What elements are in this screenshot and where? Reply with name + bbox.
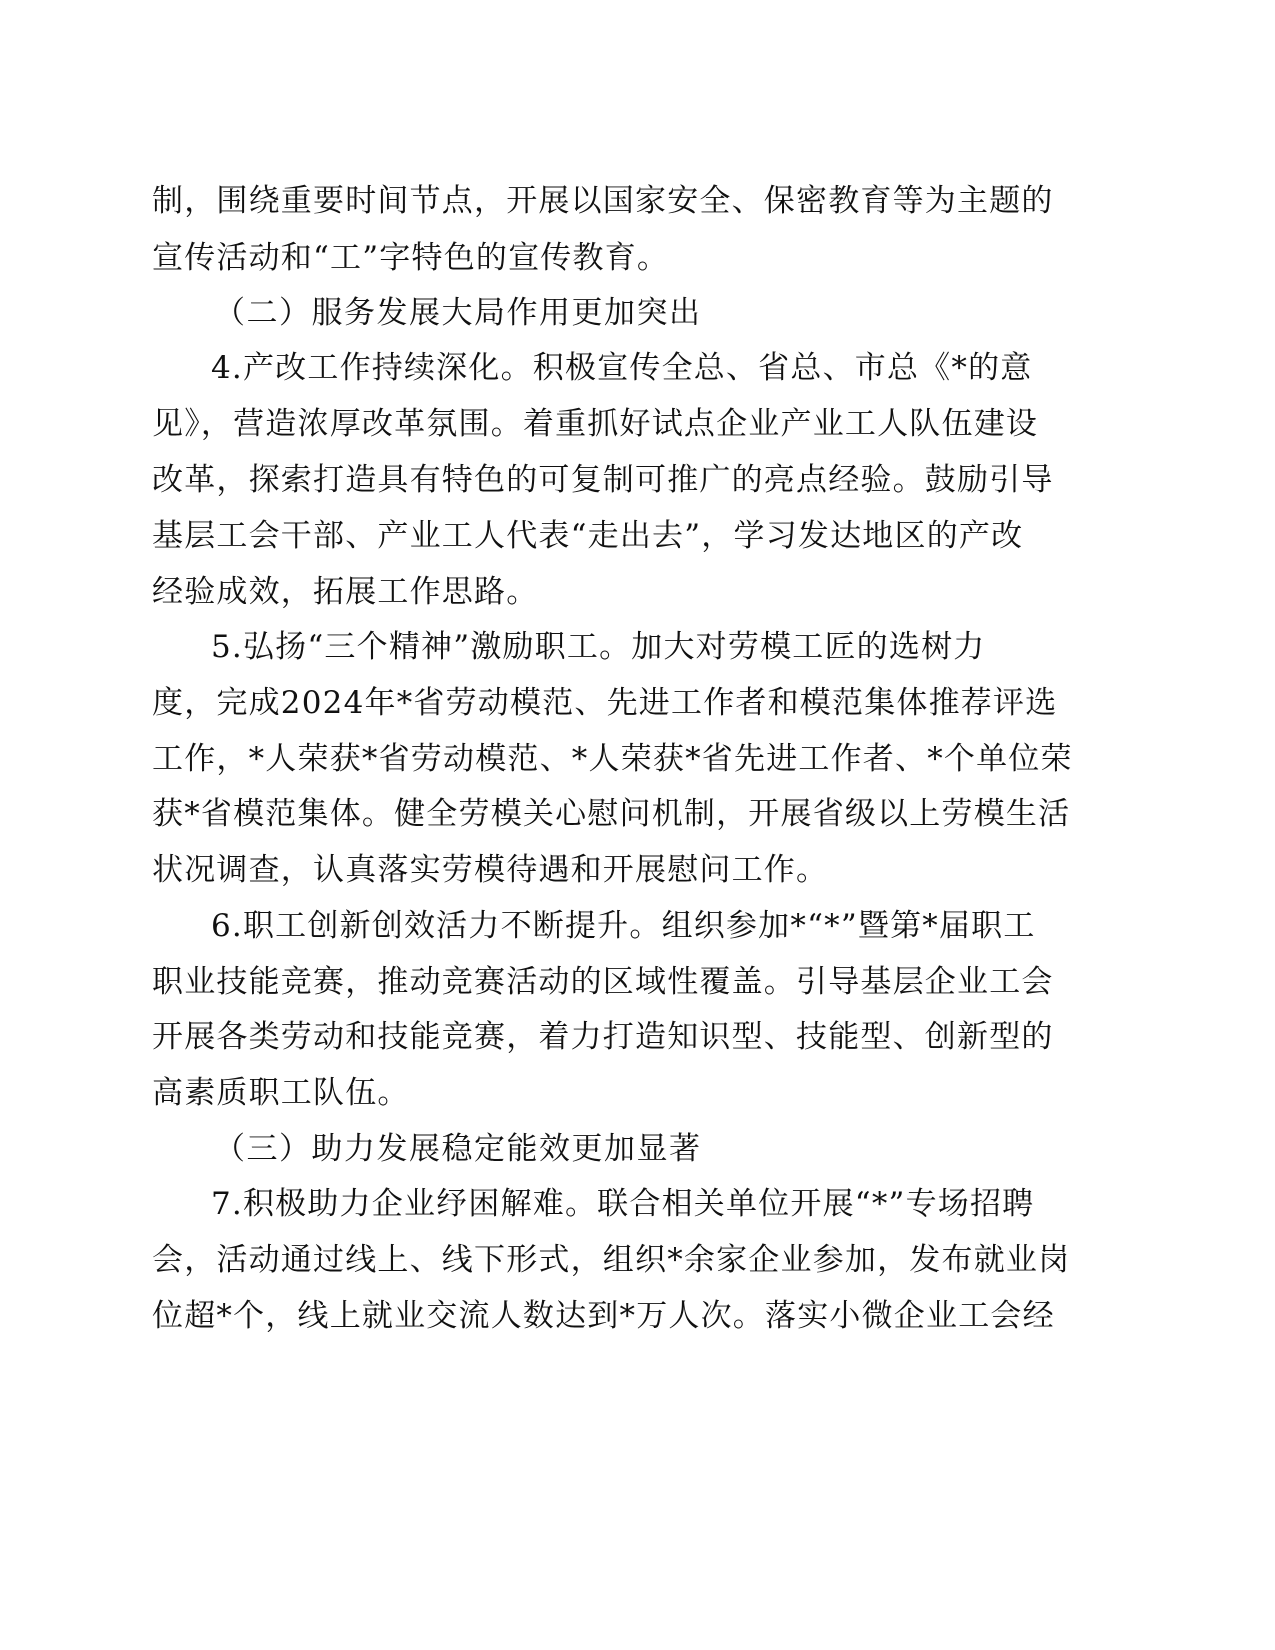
text-line: 位超*个，线上就业交流人数达到*万人次。落实小微企业工会经	[152, 1298, 1055, 1334]
text-line: 高素质职工队伍。	[152, 1075, 410, 1111]
text-line: 5.弘扬“三个精神”激励职工。加大对劳模工匠的选树力	[211, 629, 986, 665]
text-line: 宣传活动和“工”字特色的宣传教育。	[152, 240, 670, 276]
text-line: 工作，*人荣获*省劳动模范、*人荣获*省先进工作者、*个单位荣	[152, 741, 1073, 777]
text-line: 开展各类劳动和技能竞赛，着力打造知识型、技能型、创新型的	[152, 1019, 1054, 1055]
text-line: 经验成效，拓展工作思路。	[152, 574, 539, 610]
text-line: 职业技能竞赛，推动竞赛活动的区域性覆盖。引导基层企业工会	[152, 964, 1054, 1000]
text-line: 改革，探索打造具有特色的可复制可推广的亮点经验。鼓励引导	[152, 462, 1054, 498]
text-line: 基层工会干部、产业工人代表“走出去”，学习发达地区的产改	[152, 518, 1024, 554]
text-line: 状况调查，认真落实劳模待遇和开展慰问工作。	[152, 852, 829, 888]
section-heading: （三）助力发展稳定能效更加显著	[214, 1131, 702, 1167]
text-line: 获*省模范集体。健全劳模关心慰问机制，开展省级以上劳模生活	[152, 796, 1071, 832]
text-line: 6.职工创新创效活力不断提升。组织参加*“*”暨第*届职工	[211, 908, 1036, 944]
text-line: 制，围绕重要时间节点，开展以国家安全、保密教育等为主题的	[152, 183, 1054, 219]
section-heading: （二）服务发展大局作用更加突出	[214, 295, 702, 331]
text-line: 度，完成2024年*省劳动模范、先进工作者和模范集体推荐评选	[152, 685, 1058, 721]
text-line: 见》，营造浓厚改革氛围。着重抓好试点企业产业工人队伍建设	[152, 406, 1039, 442]
text-line: 4.产改工作持续深化。积极宣传全总、省总、市总《*的意	[211, 350, 1033, 386]
text-line: 会，活动通过线上、线下形式，组织*余家企业参加，发布就业岗	[152, 1242, 1071, 1278]
text-line: 7.积极助力企业纾困解难。联合相关单位开展“*”专场招聘	[211, 1186, 1035, 1222]
